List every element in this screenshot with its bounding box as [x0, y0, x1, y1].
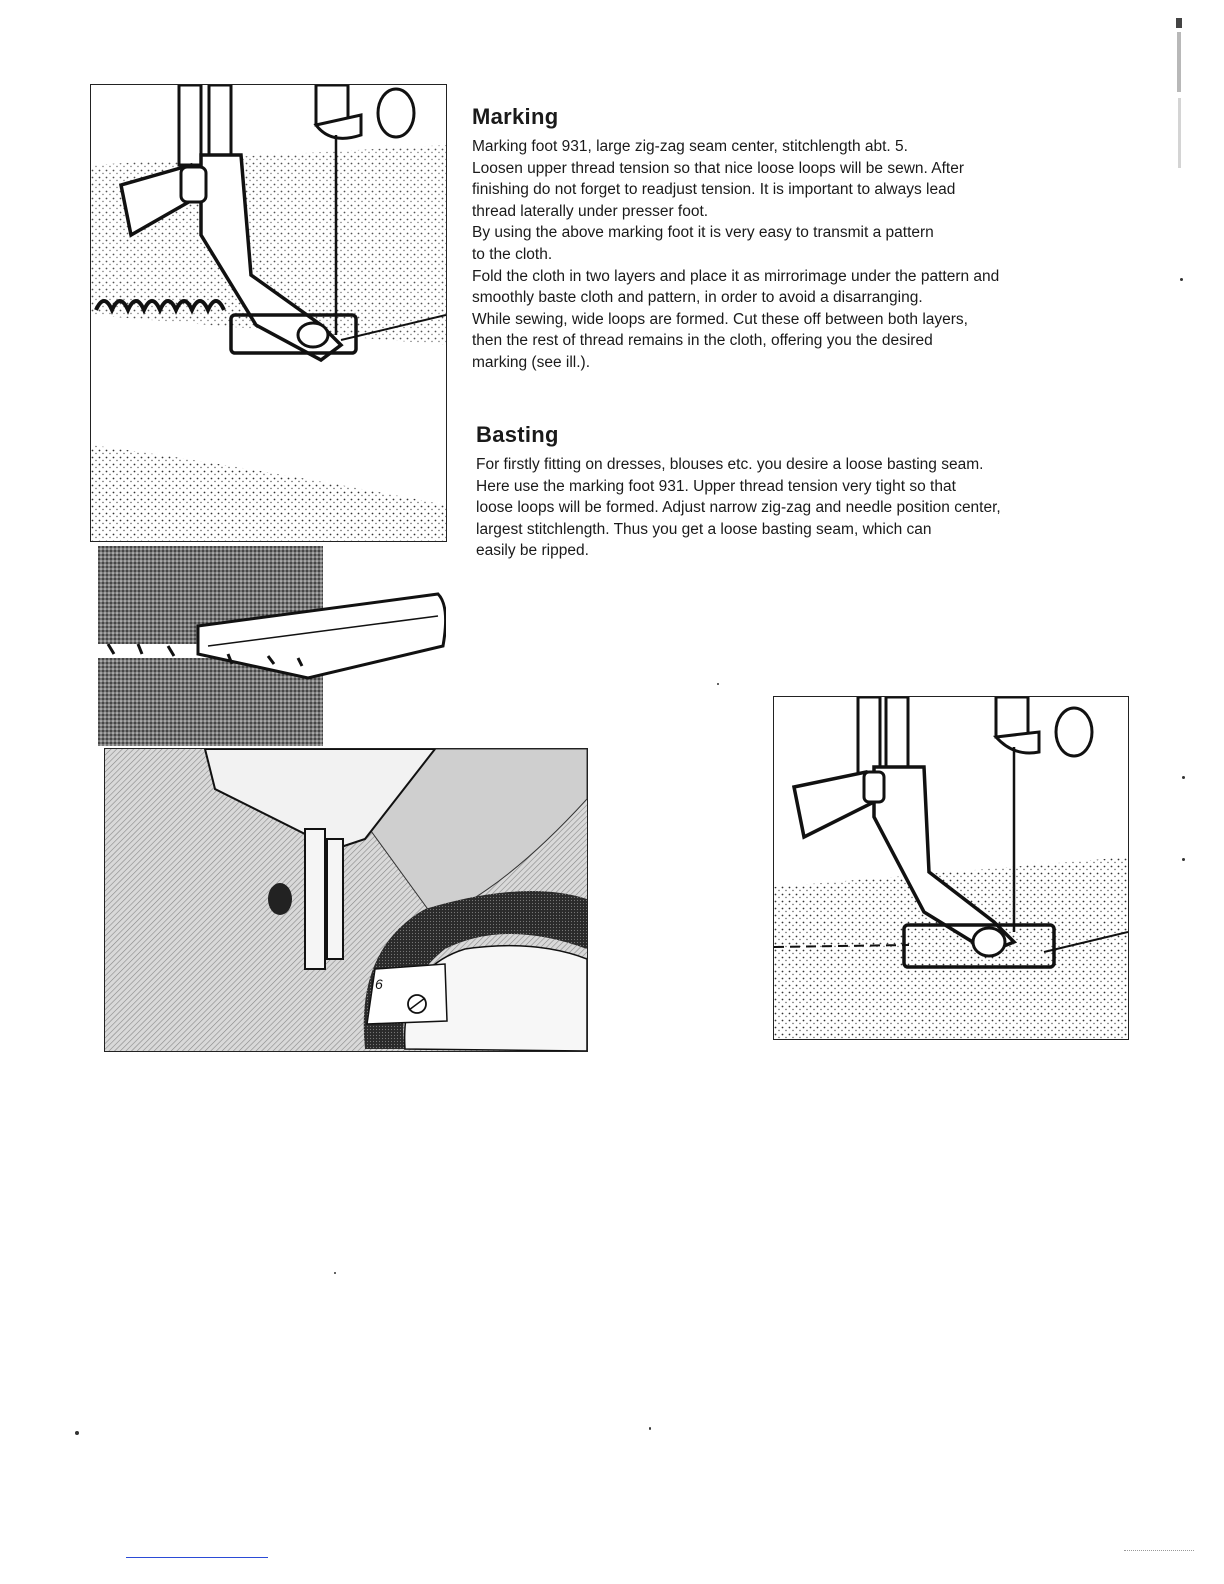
basting-foot-illustration [773, 696, 1129, 1040]
basting-line: loose loops will be formed. Adjust narrow zig-zag and needle position center, [476, 499, 1001, 517]
scan-speck [649, 1427, 651, 1430]
marking-section [472, 104, 1122, 374]
scan-speck [1180, 278, 1183, 281]
basting-line: For firstly fitting on dresses, blouses etc. you desire a loose basting seam. [476, 456, 984, 473]
marking-foot-illustration [90, 84, 447, 542]
marking-line: By using the above marking foot it is very easy to transmit a pattern [472, 224, 934, 242]
cut-loops-illustration [98, 546, 446, 746]
basting-title: Basting [476, 422, 559, 447]
marking-line: Fold the cloth in two layers and place it as mirrorimage under the pattern and [472, 267, 1000, 285]
dotted-rule [1124, 1550, 1194, 1551]
basting-line: easily be ripped. [476, 542, 589, 560]
scan-edge-marks [1174, 18, 1186, 188]
basting-line: Here use the marking foot 931. Upper thread tension very tight so that [476, 477, 956, 495]
marking-line: While sewing, wide loops are formed. Cut these off between both layers, [472, 310, 968, 328]
basting-line: largest stitchlength. Thus you get a loose basting seam, which can [476, 520, 932, 538]
marking-line: Loosen upper thread tension so that nice loose loops will be sewn. After [472, 159, 965, 177]
marking-line: finishing do not forget to readjust tension. It is important to always lead [472, 181, 956, 199]
sewing-machine-photo [104, 748, 588, 1052]
marking-line: thread laterally under presser foot. [472, 202, 709, 220]
scan-speck [717, 683, 719, 685]
basting-section [476, 422, 1126, 562]
scan-speck [1182, 776, 1185, 779]
marking-line: to the cloth. [472, 245, 553, 263]
marking-line: then the rest of thread remains in the cloth, offering you the desired [472, 332, 933, 350]
blue-rule [126, 1557, 268, 1558]
marking-line: Marking foot 931, large zig-zag seam center, stitchlength abt. 5. [472, 138, 908, 155]
scan-speck [1182, 858, 1185, 861]
marking-title: Marking [472, 104, 559, 129]
scan-speck [334, 1272, 336, 1274]
marking-line: smoothly baste cloth and pattern, in order to avoid a disarranging. [472, 289, 923, 307]
scan-speck [75, 1431, 79, 1435]
stitch-plate-number: 6 [375, 976, 383, 992]
marking-line: marking (see ill.). [472, 353, 590, 371]
